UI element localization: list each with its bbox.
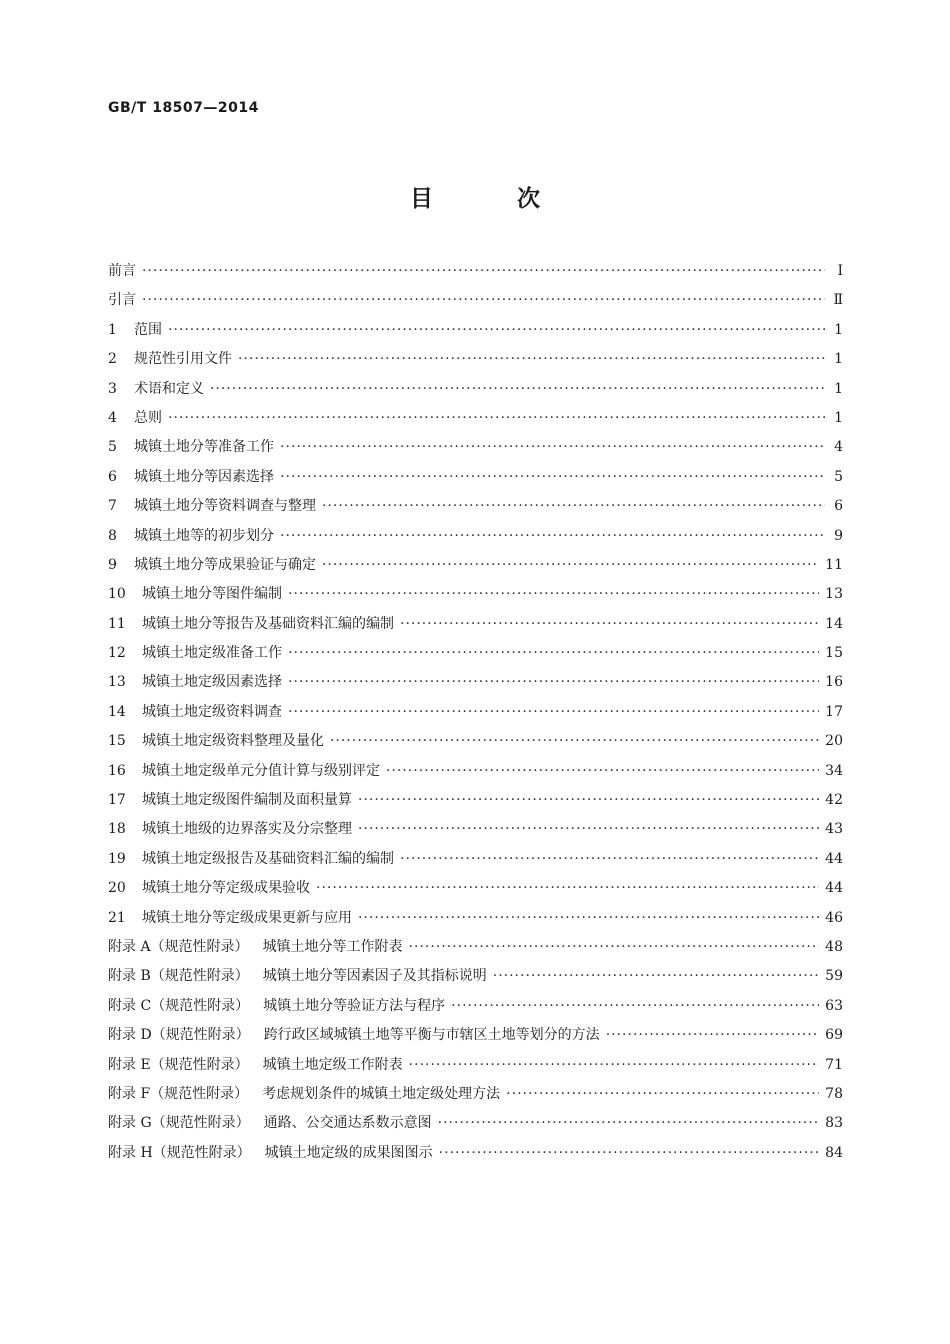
toc-entry-number: 18 — [108, 821, 126, 838]
toc-entry[interactable] — [108, 610, 843, 639]
toc-entry[interactable] — [108, 845, 843, 874]
toc-page-number: Ⅱ — [833, 292, 843, 309]
toc-entry[interactable] — [108, 1080, 843, 1109]
toc-leader-dots — [316, 874, 819, 903]
toc-entry-title: 总则 — [134, 409, 162, 426]
toc-leader-dots — [506, 1080, 819, 1109]
toc-leader-dots — [168, 316, 825, 345]
toc-entry-number: 8 — [108, 527, 117, 544]
toc-entry[interactable] — [108, 786, 843, 815]
toc-page-number: 13 — [825, 586, 843, 603]
toc-entry-title: 城镇土地级的边界落实及分宗整理 — [142, 821, 352, 838]
toc-entry-title: 城镇土地定级因素选择 — [142, 674, 282, 691]
toc-entry[interactable] — [108, 1109, 843, 1138]
toc-entry[interactable] — [108, 757, 843, 786]
toc-entry[interactable] — [108, 404, 843, 433]
toc-entry-title: 通路、公交通达系数示意图 — [263, 1115, 432, 1132]
toc-entry-title: 城镇土地分等定级成果验收 — [142, 880, 310, 897]
toc-entry[interactable] — [108, 904, 843, 933]
toc-entry[interactable] — [108, 522, 843, 551]
toc-entry-title: 规范性引用文件 — [134, 351, 232, 368]
toc-entry-number: 17 — [108, 792, 126, 809]
toc-entry[interactable] — [108, 580, 843, 609]
toc-entry-title: 城镇土地分等准备工作 — [134, 439, 274, 456]
toc-leader-dots — [168, 404, 825, 433]
toc-appendix-label: 附录 G（规范性附录） — [108, 1115, 250, 1132]
toc-leader-dots — [238, 345, 825, 374]
toc-appendix-label: 附录 A（规范性附录） — [108, 938, 249, 955]
toc-leader-dots — [358, 786, 819, 815]
toc-entry-title: 城镇土地定级资料调查 — [142, 703, 282, 720]
toc-page-number: 48 — [825, 938, 843, 955]
toc-page-number: 9 — [834, 527, 843, 544]
toc-page-number: Ⅰ — [837, 263, 843, 279]
toc-leader-dots — [358, 815, 819, 844]
toc-page-number: 11 — [825, 556, 843, 573]
toc-entry-number: 5 — [108, 439, 117, 456]
toc-page-number: 1 — [834, 351, 843, 368]
toc-entry[interactable] — [108, 1021, 843, 1050]
toc-entry-number: 16 — [108, 762, 126, 779]
toc-entry-title: 城镇土地分等因素因子及其指标说明 — [262, 968, 487, 985]
toc-page-number: 84 — [825, 1144, 843, 1161]
toc-entry-number: 15 — [108, 733, 126, 750]
toc-entry[interactable] — [108, 551, 843, 580]
toc-entry-number: 10 — [108, 586, 126, 603]
toc-page-number: 34 — [825, 762, 843, 779]
toc-entry[interactable] — [108, 286, 843, 315]
toc-entry-title: 范围 — [134, 321, 162, 338]
toc-leader-dots — [438, 1109, 820, 1138]
toc-appendix-label: 附录 D（规范性附录） — [108, 1027, 250, 1044]
toc-entry-title: 城镇土地分等验证方法与程序 — [263, 997, 446, 1014]
toc-leader-dots — [358, 904, 819, 933]
toc-page-number: 59 — [825, 968, 843, 985]
toc-entry[interactable] — [108, 433, 843, 462]
toc-entry-title: 城镇土地定级的成果图图示 — [264, 1144, 433, 1161]
toc-entry[interactable] — [108, 639, 843, 668]
toc-page-number: 63 — [825, 997, 843, 1014]
toc-entry-number: 14 — [108, 703, 126, 720]
toc-entry-number: 3 — [108, 380, 117, 397]
document-id: GB/T 18507—2014 — [108, 100, 259, 116]
toc-leader-dots — [451, 992, 819, 1021]
toc-entry-number: 11 — [108, 615, 126, 632]
toc-page-number: 6 — [834, 498, 843, 515]
toc-page-number: 44 — [825, 880, 843, 897]
toc-entry-title: 城镇土地定级报告及基础资料汇编的编制 — [142, 850, 394, 867]
toc-leader-dots — [288, 698, 819, 727]
toc-entry-number: 20 — [108, 880, 126, 897]
toc-leader-dots — [409, 1051, 820, 1080]
toc-entry[interactable] — [108, 815, 843, 844]
toc-page-number: 5 — [834, 468, 843, 485]
toc-entry-title: 城镇土地定级图件编制及面积量算 — [142, 792, 352, 809]
toc-page-number: 1 — [834, 321, 843, 338]
toc-entry[interactable] — [108, 1139, 843, 1168]
toc-leader-dots — [322, 551, 819, 580]
toc-page-number: 42 — [825, 792, 843, 809]
toc-leader-dots — [288, 580, 819, 609]
toc-page-number: 16 — [825, 674, 843, 691]
toc-leader-dots — [280, 433, 825, 462]
toc-leader-dots — [400, 610, 819, 639]
table-of-contents — [108, 257, 843, 1168]
toc-page-number: 69 — [825, 1027, 843, 1044]
toc-entry[interactable] — [108, 316, 843, 345]
toc-entry-number: 6 — [108, 468, 117, 485]
toc-leader-dots — [288, 668, 819, 697]
toc-appendix-label: 附录 B（规范性附录） — [108, 968, 249, 985]
toc-entry[interactable] — [108, 257, 843, 286]
toc-entry-number: 9 — [108, 556, 117, 573]
toc-entry[interactable] — [108, 1051, 843, 1080]
toc-leader-dots — [210, 375, 825, 404]
toc-leader-dots — [386, 757, 819, 786]
toc-entry-title: 跨行政区域城镇土地等平衡与市辖区土地等划分的方法 — [263, 1027, 600, 1044]
toc-page-number: 71 — [825, 1056, 843, 1073]
toc-page-number: 78 — [825, 1085, 843, 1102]
toc-entry[interactable] — [108, 375, 843, 404]
toc-leader-dots — [409, 933, 820, 962]
toc-entry-number: 7 — [108, 498, 117, 515]
toc-appendix-label: 附录 H（规范性附录） — [108, 1144, 251, 1161]
toc-entry-title: 城镇土地分等定级成果更新与应用 — [142, 909, 352, 926]
toc-appendix-label: 附录 E（规范性附录） — [108, 1056, 249, 1073]
toc-page-number: 4 — [834, 439, 843, 456]
toc-entry-number: 13 — [108, 674, 126, 691]
toc-page-number: 1 — [834, 380, 843, 397]
toc-entry-number: 4 — [108, 409, 117, 426]
toc-entry-title: 城镇土地分等图件编制 — [142, 586, 282, 603]
page-title: 目 次 — [409, 186, 578, 212]
toc-entry[interactable] — [108, 345, 843, 374]
toc-entry-title: 城镇土地分等成果验证与确定 — [134, 556, 316, 573]
toc-entry-title: 城镇土地分等报告及基础资料汇编的编制 — [142, 615, 394, 632]
toc-entry-title: 城镇土地定级资料整理及量化 — [142, 733, 324, 750]
toc-entry[interactable] — [108, 933, 843, 962]
toc-entry[interactable] — [108, 874, 843, 903]
toc-leader-dots — [142, 257, 825, 286]
toc-leader-dots — [280, 463, 825, 492]
toc-entry[interactable] — [108, 698, 843, 727]
toc-entry-title: 术语和定义 — [134, 380, 204, 397]
toc-entry-number: 19 — [108, 850, 126, 867]
toc-entry-title: 城镇土地定级工作附表 — [262, 1056, 403, 1073]
toc-entry-title: 引言 — [108, 292, 136, 309]
toc-entry-title: 城镇土地分等资料调查与整理 — [134, 498, 316, 515]
toc-leader-dots — [280, 522, 825, 551]
toc-leader-dots — [400, 845, 819, 874]
toc-entry-title: 城镇土地分等因素选择 — [134, 468, 274, 485]
toc-leader-dots — [142, 286, 825, 315]
toc-entry[interactable] — [108, 962, 843, 991]
toc-appendix-label: 附录 C（规范性附录） — [108, 997, 250, 1014]
toc-entry-title: 城镇土地定级准备工作 — [142, 645, 282, 662]
toc-page-number: 20 — [825, 733, 843, 750]
toc-entry-number: 21 — [108, 909, 126, 926]
toc-page-number: 83 — [825, 1115, 843, 1132]
toc-entry-number: 12 — [108, 645, 126, 662]
toc-page-number: 15 — [825, 645, 843, 662]
toc-entry-number: 2 — [108, 351, 117, 368]
toc-page-number: 1 — [834, 409, 843, 426]
toc-entry-title: 城镇土地分等工作附表 — [262, 938, 403, 955]
toc-page-number: 17 — [825, 703, 843, 720]
toc-leader-dots — [288, 639, 819, 668]
toc-entry[interactable] — [108, 727, 843, 756]
toc-leader-dots — [439, 1139, 820, 1168]
toc-appendix-label: 附录 F（规范性附录） — [108, 1085, 249, 1102]
toc-entry[interactable] — [108, 668, 843, 697]
toc-entry[interactable] — [108, 492, 843, 521]
toc-page-number: 14 — [825, 615, 843, 632]
toc-leader-dots — [606, 1021, 819, 1050]
toc-entry[interactable] — [108, 992, 843, 1021]
toc-leader-dots — [330, 727, 819, 756]
toc-entry-title: 城镇土地等的初步划分 — [134, 527, 274, 544]
toc-entry-title: 考虑规划条件的城镇土地定级处理方法 — [262, 1085, 501, 1102]
toc-leader-dots — [322, 492, 825, 521]
toc-leader-dots — [493, 962, 819, 991]
toc-page-number: 46 — [825, 909, 843, 926]
toc-page-number: 43 — [825, 821, 843, 838]
toc-page-number: 44 — [825, 850, 843, 867]
toc-entry[interactable] — [108, 463, 843, 492]
toc-entry-title: 城镇土地定级单元分值计算与级别评定 — [142, 762, 380, 779]
toc-entry-number: 1 — [108, 321, 117, 338]
toc-entry-title: 前言 — [108, 263, 136, 279]
